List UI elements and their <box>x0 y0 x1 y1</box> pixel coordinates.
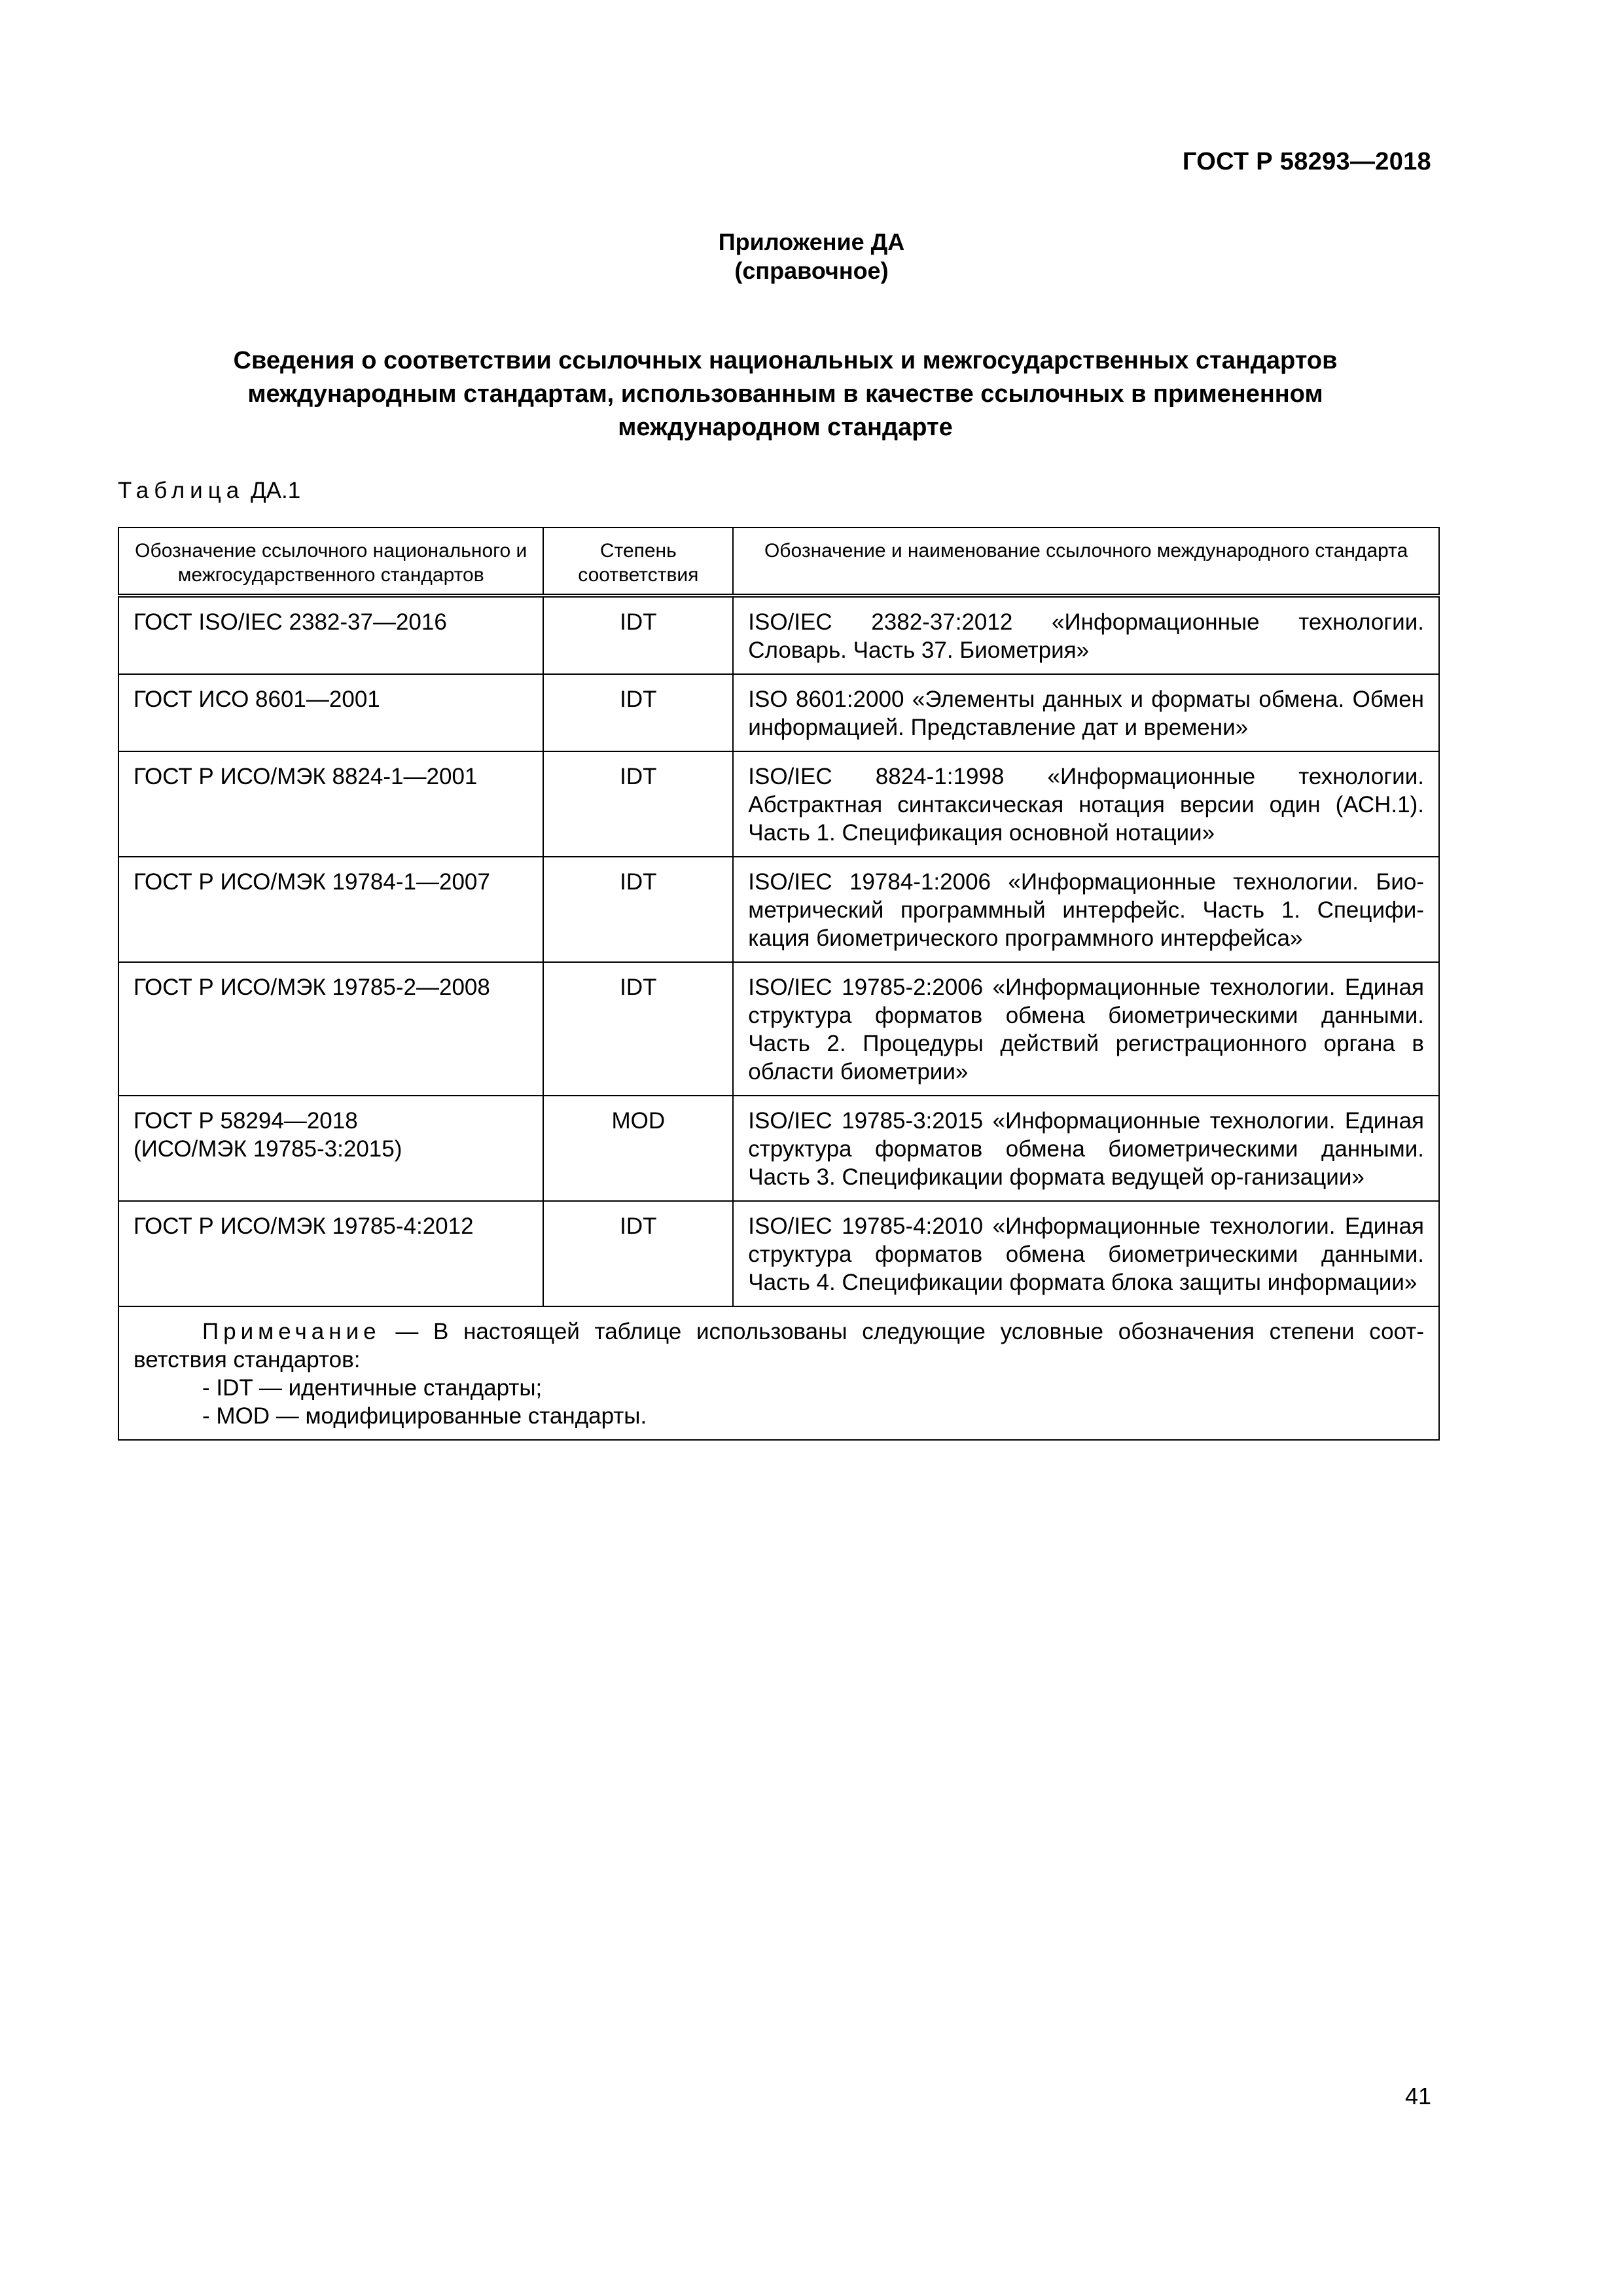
cell-degree: IDT <box>543 674 733 751</box>
section-heading <box>131 344 1440 444</box>
cell-national: ГОСТ ИСО 8601—2001 <box>118 674 543 751</box>
heading-line-2: международным стандартам, использованным в качестве ссылочных в примененном <box>247 380 1323 408</box>
cell-degree: IDT <box>543 1201 733 1306</box>
table-header-row <box>118 528 1439 596</box>
cell-national: ГОСТ Р ИСО/МЭК 19785-4:2012 <box>118 1201 543 1306</box>
cell-national: ГОСТ Р ИСО/МЭК 19784-1—2007 <box>118 857 543 962</box>
table-row <box>118 596 1439 674</box>
cell-degree: IDT <box>543 596 733 674</box>
appendix-subtitle: (справочное) <box>734 257 889 284</box>
cell-degree: IDT <box>543 857 733 962</box>
document-code: ГОСТ Р 58293—2018 <box>1182 148 1431 175</box>
cell-international: ISO/IEC 19784-1:2006 «Информационные технологии. Био-метрический программный интерфейс. Часть 1. Специфи-кация биометрического программного интерфейса» <box>733 857 1439 962</box>
table-row <box>118 1201 1439 1306</box>
page-number: 41 <box>1404 2083 1431 2109</box>
table-row <box>118 1096 1439 1201</box>
table-note-row <box>118 1306 1439 1440</box>
cell-national-designation: ГОСТ Р 58294—2018 <box>134 1108 358 1134</box>
heading-line-3: международном стандарте <box>618 414 953 441</box>
correspondence-table <box>118 527 1440 1441</box>
column-header-national: Обозначение ссылочного национального и межгосударственного стандартов <box>118 528 543 596</box>
appendix-title: Приложение ДА <box>718 228 905 255</box>
cell-international: ISO/IEC 19785-4:2010 «Информационные технологии. Единая структура форматов обмена биометрическими данными. Часть 4. Спецификации формата блока защиты информации» <box>733 1201 1439 1306</box>
cell-national <box>118 1096 543 1201</box>
cell-international: ISO/IEC 2382-37:2012 «Информационные технологии. Словарь. Часть 37. Биометрия» <box>733 596 1439 674</box>
table-caption <box>118 478 300 504</box>
table-caption-number: ДА.1 <box>250 478 301 503</box>
note-item-idt: - IDT — идентичные стандарты; <box>202 1375 543 1401</box>
cell-international: ISO/IEC 19785-2:2006 «Информационные технологии. Единая структура форматов обмена биометрическими данными. Часть 2. Процедуры действий регистрационного органа в области биометрии» <box>733 962 1439 1096</box>
cell-national: ГОСТ ISO/IEC 2382-37—2016 <box>118 596 543 674</box>
column-header-international: Обозначение и наименование ссылочного международного стандарта <box>733 528 1439 596</box>
heading-line-1: Сведения о соответствии ссылочных национальных и межгосударственных стандартов <box>233 347 1338 374</box>
note-item-mod: - MOD — модифицированные стандарты. <box>202 1403 647 1429</box>
column-header-degree: Степень соответствия <box>543 528 733 596</box>
cell-degree: IDT <box>543 751 733 857</box>
note-label: Примечание <box>202 1319 381 1344</box>
table-row <box>118 857 1439 962</box>
table-row <box>118 674 1439 751</box>
note-intro <box>134 1318 1424 1374</box>
cell-international: ISO 8601:2000 «Элементы данных и форматы обмена. Обмен информацией. Представление дат и времени» <box>733 674 1439 751</box>
note-text: — В настоящей таблице использованы следующие условные обозначения степени соот-ветствия стандартов: <box>134 1319 1424 1372</box>
cell-national: ГОСТ Р ИСО/МЭК 19785-2—2008 <box>118 962 543 1096</box>
cell-international: ISO/IEC 19785-3:2015 «Информационные технологии. Единая структура форматов обмена биометрическими данными. Часть 3. Спецификации формата ведущей ор-ганизации» <box>733 1096 1439 1201</box>
table-row <box>118 751 1439 857</box>
cell-degree: IDT <box>543 962 733 1096</box>
cell-national: ГОСТ Р ИСО/МЭК 8824-1—2001 <box>118 751 543 857</box>
table-caption-label: Таблица <box>118 478 245 503</box>
table-note <box>118 1306 1439 1440</box>
cell-degree: MOD <box>543 1096 733 1201</box>
table-row <box>118 962 1439 1096</box>
cell-international: ISO/IEC 8824-1:1998 «Информационные технологии. Абстрактная синтаксическая нотация версии один (АСН.1). Часть 1. Спецификация основной нотации» <box>733 751 1439 857</box>
appendix-title-block <box>0 228 1623 285</box>
cell-national-subdesignation: (ИСО/МЭК 19785-3:2015) <box>134 1136 402 1162</box>
